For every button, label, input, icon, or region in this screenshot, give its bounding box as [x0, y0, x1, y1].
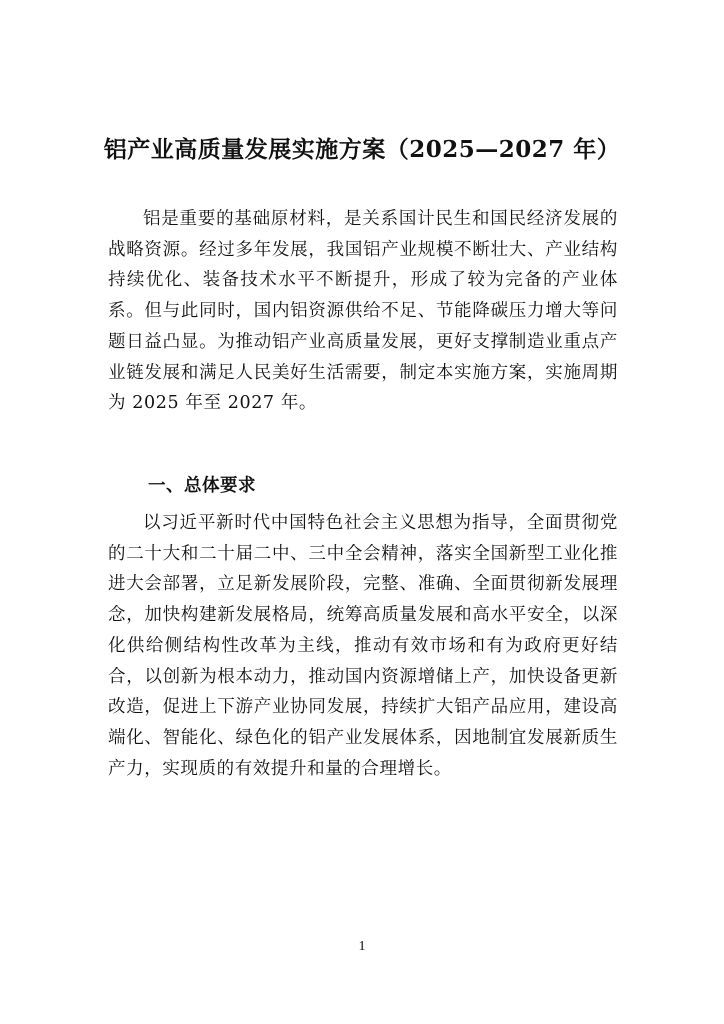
intro-paragraph: 铝是重要的基础原材料，是关系国计民生和国民经济发展的战略资源。经过多年发展，我国铝产业规模不断壮大、产业结构持续优化、装备技术水平不断提升，形成了较为完备的产业体系。但与此同时，国内铝资源供给不足、节能降碳压力增大等问题日益凸显。为推动铝产业高质量发展，更好支撑制造业重点产业链发展和满足人民美好生活需要，制定本实施方案，实施周期为 2025 年至 2027 年。 [108, 209, 618, 414]
document-title: 铝产业高质量发展实施方案（2025—2027 年） [103, 136, 621, 163]
section-paragraph: 以习近平新时代中国特色社会主义思想为指导，全面贯彻党的二十大和二十届二中、三中全会精神，落实全国新型工业化推进大会部署，立足新发展阶段，完整、准确、全面贯彻新发展理念，加快构建新发展格局，统筹高质量发展和高水平安全，以深化供给侧结构性改革为主线，推动有效市场和有为政府更好结合，以创新为根本动力，推动国内资源增储上产，加快设备更新改造，促进上下游产业协同发展，持续扩大铝产品应用，建设高端化、智能化、绿色化的铝产业发展体系，因地制宜发展新质生产力，实现质的有效提升和量的合理增长。 [108, 513, 618, 779]
page-number: 1 [358, 939, 366, 954]
section-heading: 一、总体要求 [148, 476, 256, 496]
